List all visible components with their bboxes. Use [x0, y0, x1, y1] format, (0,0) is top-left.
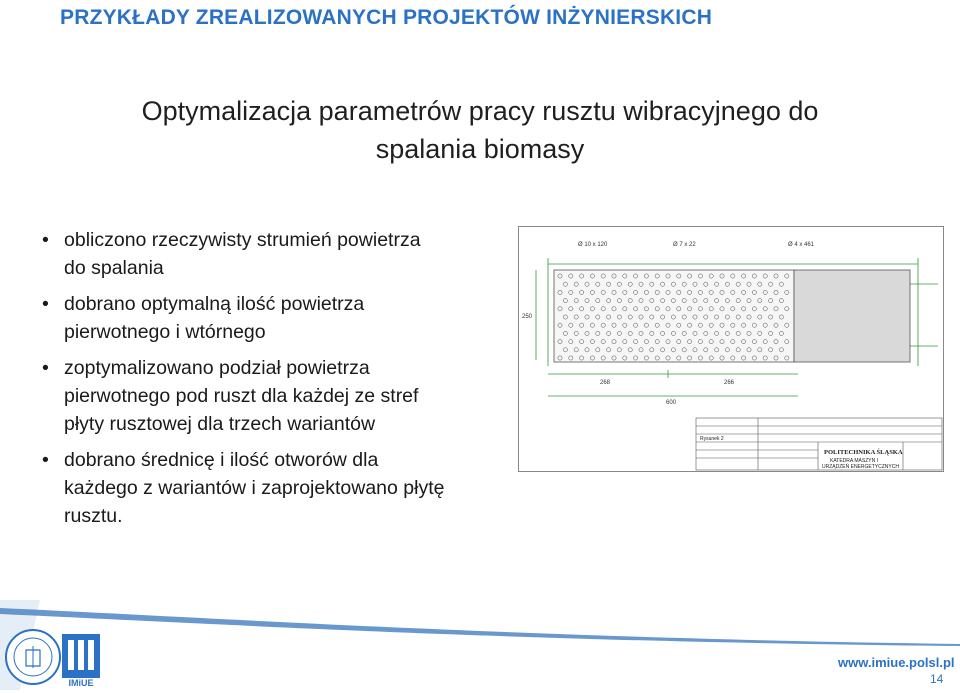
imiue-logo-graphic [58, 626, 104, 688]
university-seal-logo [4, 628, 62, 686]
imiue-logo-text: IMiUE [68, 678, 94, 688]
bullet-dot: • [42, 449, 49, 471]
dim-label-holes-2: Ø 7 x 22 [673, 242, 696, 248]
title-block-dept-2: URZĄDZEŃ ENERGETYCZNYCH [822, 464, 899, 470]
bullet-dot: • [42, 229, 49, 251]
bullet-text-line: każdego z wariantów i zaprojektowano płytę [64, 477, 445, 499]
footer-decorative-band [0, 600, 960, 690]
footer-url-link[interactable]: www.imiue.polsl.pl [838, 655, 955, 670]
bullet-text-line: zoptymalizowano podział powietrza [64, 357, 370, 379]
dim-height-label: 250 [522, 314, 533, 320]
bullet-item [42, 354, 542, 438]
bullet-list [42, 226, 542, 538]
dim-left-label: 268 [600, 380, 611, 386]
header-title: PRZYKŁADY ZREALIZOWANYCH PROJEKTÓW INŻYNIERSKICH [60, 6, 713, 29]
bullet-text-line: obliczono rzeczywisty strumień powietrza [64, 229, 421, 251]
bullet-dot: • [42, 357, 49, 379]
bullet-dot: • [42, 293, 49, 315]
dim-right-label: 266 [724, 380, 735, 386]
page-number: 14 [930, 672, 944, 686]
imiue-logo [58, 626, 104, 688]
bullet-text-line: rusztu. [64, 505, 123, 527]
title-block-school: POLITECHNIKA ŚLĄSKA [824, 449, 903, 456]
bullet-item [42, 226, 542, 282]
bullet-text-line: płyty rusztowej dla trzech wariantów [64, 413, 376, 435]
page-title-line-2: spalania biomasy [375, 134, 585, 164]
bullet-text-line: do spalania [64, 257, 164, 279]
title-block [696, 418, 942, 470]
title-block-drawing-name: Rysunek 2 [700, 436, 724, 442]
bullet-item [42, 290, 542, 346]
bullet-text-line: pierwotnego i wtórnego [64, 321, 266, 343]
grate-plate-technical-drawing [518, 226, 944, 472]
grate-plate-fine-zone [794, 270, 910, 362]
dim-label-holes-1: Ø 10 x 120 [578, 242, 608, 248]
title-block-dept-1: KATEDRA MASZYN I [830, 458, 878, 464]
dim-label-holes-3: Ø 4 x 461 [788, 242, 815, 248]
page-title-line-1: Optymalizacja parametrów pracy rusztu wibracyjnego do [141, 96, 819, 126]
bullet-text-line: pierwotnego pod ruszt dla każdej ze stref [64, 385, 419, 407]
bullet-text-line: dobrano optymalną ilość powietrza [64, 293, 365, 315]
bullet-text-line: dobrano średnicę i ilość otworów dla [64, 449, 379, 471]
bullet-item [42, 446, 542, 530]
dim-total-label: 600 [666, 400, 677, 406]
page-title [0, 92, 960, 168]
